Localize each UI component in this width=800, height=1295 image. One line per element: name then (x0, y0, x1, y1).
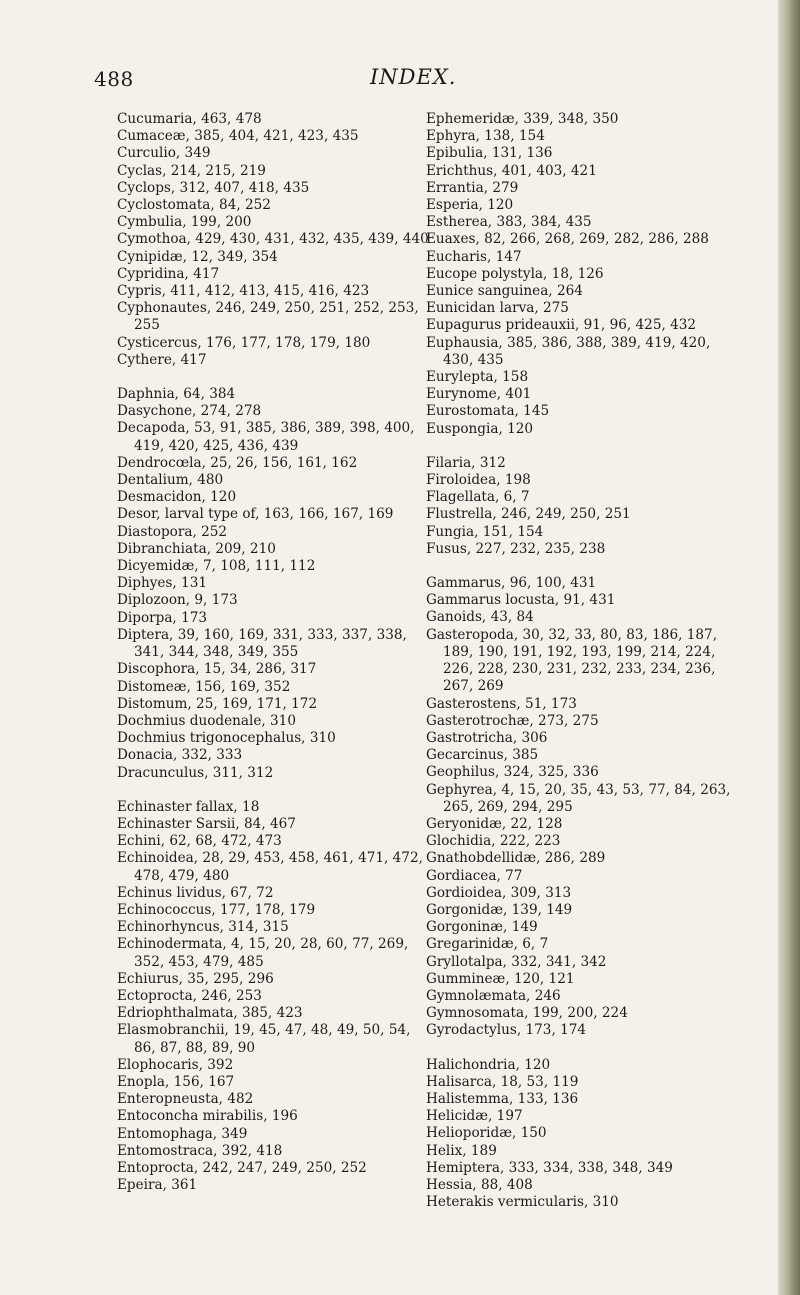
index-entry: Helicidæ, 197 (426, 1108, 523, 1125)
index-entry: Curculio, 349 (117, 145, 211, 162)
index-entry: Enteropneusta, 482 (117, 1091, 254, 1108)
index-entry: Gordiacea, 77 (426, 867, 523, 884)
index-entry: Cymothoa, 429, 430, 431, 432, 435, 439, 440 (117, 231, 429, 248)
index-entry: Dibranchiata, 209, 210 (117, 540, 276, 557)
index-entry: Gasterostens, 51, 173 (426, 695, 577, 712)
index-entry: Desmacidon, 120 (117, 489, 237, 506)
index-entry: Fungia, 151, 154 (426, 523, 544, 540)
index-entry: Flagellata, 6, 7 (426, 489, 530, 506)
index-column-left (117, 111, 432, 1194)
index-entry: Echiurus, 35, 295, 296 (117, 970, 274, 987)
index-entry: Hessia, 88, 408 (426, 1176, 533, 1193)
index-entry: Cynipidæ, 12, 349, 354 (117, 248, 278, 265)
index-entry: Gregarinidæ, 6, 7 (426, 936, 549, 953)
index-entry: Cypris, 411, 412, 413, 415, 416, 423 (117, 283, 370, 300)
index-entry: Cyphonautes, 246, 249, 250, 251, 252, 253, 255 (117, 300, 419, 334)
index-entry: Dochmius trigonocephalus, 310 (117, 730, 336, 747)
index-entry: Eurostomata, 145 (426, 403, 550, 420)
index-entry: Daphnia, 64, 384 (117, 386, 236, 403)
index-entry: Ephemeridæ, 339, 348, 350 (426, 111, 619, 127)
index-entry: Flustrella, 246, 249, 250, 251 (426, 506, 631, 523)
index-entry: Euaxes, 82, 266, 268, 269, 282, 286, 288 (426, 231, 709, 248)
index-entry: Heterakis vermicularis, 310 (426, 1194, 619, 1211)
index-entry: Gorgoninæ, 149 (426, 919, 538, 936)
index-entry: Gecarcinus, 385 (426, 747, 539, 764)
index-entry: Glochidia, 222, 223 (426, 833, 561, 850)
index-entry: Elophocaris, 392 (117, 1056, 234, 1073)
index-entry: Cucumaria, 463, 478 (117, 111, 262, 127)
index-entry: Entomostraca, 392, 418 (117, 1142, 283, 1159)
index-entry: Gryllotalpa, 332, 341, 342 (426, 953, 607, 970)
index-entry: Gephyrea, 4, 15, 20, 35, 43, 53, 77, 84, 263, 265, 269, 294, 295 (426, 781, 731, 815)
page-edge (778, 0, 800, 1295)
index-entry: Distomeæ, 156, 169, 352 (117, 678, 291, 695)
index-entry: Dicyemidæ, 7, 108, 111, 112 (117, 558, 316, 575)
index-entry: Diplozoon, 9, 173 (117, 592, 238, 609)
index-entry: Enopla, 156, 167 (117, 1073, 235, 1090)
index-entry: Gorgonidæ, 139, 149 (426, 901, 573, 918)
index-entry: Dasychone, 274, 278 (117, 403, 262, 420)
page-number: 488 (94, 67, 134, 91)
index-entry: Diastopora, 252 (117, 523, 228, 540)
index-entry: Diporpa, 173 (117, 609, 208, 626)
section-gap (426, 558, 741, 575)
index-entry: Halistemma, 133, 136 (426, 1090, 579, 1107)
index-entry: Desor, larval type of, 163, 166, 167, 169 (117, 506, 394, 523)
index-entry: Gummineæ, 120, 121 (426, 970, 575, 987)
index-entry: Dendrocœla, 25, 26, 156, 161, 162 (117, 454, 358, 471)
index-entry: Dochmius duodenale, 310 (117, 712, 296, 729)
index-entry: Elasmobranchii, 19, 45, 47, 48, 49, 50, 54, 86, 87, 88, 89, 90 (117, 1022, 411, 1056)
section-gap (117, 369, 432, 386)
index-entry: Epibulia, 131, 136 (426, 145, 553, 162)
index-entry: Ectoprocta, 246, 253 (117, 987, 262, 1004)
index-entry: Discophora, 15, 34, 286, 317 (117, 661, 317, 678)
index-entry: Ganoids, 43, 84 (426, 609, 534, 626)
index-entry: Eunice sanguinea, 264 (426, 283, 583, 300)
index-entry: Cyclostomata, 84, 252 (117, 197, 271, 214)
index-entry: Cythere, 417 (117, 351, 207, 368)
index-entry: Decapoda, 53, 91, 385, 386, 389, 398, 400, 419, 420, 425, 436, 439 (117, 420, 415, 454)
index-entry: Cyclops, 312, 407, 418, 435 (117, 179, 310, 196)
index-entry: Geryonidæ, 22, 128 (426, 815, 563, 832)
index-entry: Dracunculus, 311, 312 (117, 764, 274, 781)
index-entry: Echini, 62, 68, 472, 473 (117, 833, 282, 850)
section-gap (426, 1040, 741, 1057)
index-entry: Epeira, 361 (117, 1177, 198, 1194)
index-entry: Echinorhyncus, 314, 315 (117, 919, 289, 936)
index-entry: Gasteropoda, 30, 32, 33, 80, 83, 186, 187, 189, 190, 191, 192, 193, 199, 214, 224, 226, 228, 230, 231, 232, 233, 234, 236, 267, 269 (426, 626, 718, 695)
index-entry: Helioporidæ, 150 (426, 1125, 547, 1142)
index-entry: Echinodermata, 4, 15, 20, 28, 60, 77, 269, 352, 453, 479, 485 (117, 936, 409, 970)
index-entry: Cumaceæ, 385, 404, 421, 423, 435 (117, 128, 359, 145)
index-entry: Echinaster fallax, 18 (117, 798, 260, 815)
index-entry: Gammarus locusta, 91, 431 (426, 592, 616, 609)
index-entry: Diphyes, 131 (117, 575, 207, 592)
index-entry: Halichondria, 120 (426, 1056, 551, 1073)
index-entry: Cyclas, 214, 215, 219 (117, 162, 266, 179)
index-entry: Geophilus, 324, 325, 336 (426, 764, 599, 781)
index-entry: Gymnolæmata, 246 (426, 987, 561, 1004)
section-gap (117, 782, 432, 799)
index-entry: Firoloidea, 198 (426, 472, 531, 489)
index-entry: Edriophthalmata, 385, 423 (117, 1005, 303, 1022)
index-entry: Echinococcus, 177, 178, 179 (117, 901, 316, 918)
index-entry: Esperia, 120 (426, 197, 514, 214)
index-entry: Cymbulia, 199, 200 (117, 214, 252, 231)
index-entry: Entomophaga, 349 (117, 1125, 248, 1142)
index-entry: Gnathobdellidæ, 286, 289 (426, 850, 606, 867)
index-entry: Dentalium, 480 (117, 472, 224, 489)
index-entry: Halisarca, 18, 53, 119 (426, 1073, 579, 1090)
section-gap (426, 438, 741, 455)
index-entry: Eupagurus prideauxii, 91, 96, 425, 432 (426, 317, 697, 334)
index-entry: Filaria, 312 (426, 454, 506, 471)
index-entry: Gasterotrochæ, 273, 275 (426, 712, 599, 729)
index-entry: Ephyra, 138, 154 (426, 128, 545, 145)
index-entry: Erichthus, 401, 403, 421 (426, 162, 597, 179)
index-entry: Gammarus, 96, 100, 431 (426, 575, 597, 592)
index-entry: Diptera, 39, 160, 169, 331, 333, 337, 338, 341, 344, 348, 349, 355 (117, 626, 407, 661)
index-entry: Echinoidea, 28, 29, 453, 458, 461, 471, 472, 478, 479, 480 (117, 850, 423, 884)
index-entry: Euspongia, 120 (426, 420, 534, 437)
index-entry: Eunicidan larva, 275 (426, 300, 569, 317)
index-entry: Eucharis, 147 (426, 248, 522, 265)
index-entry: Entoprocta, 242, 247, 249, 250, 252 (117, 1159, 367, 1176)
index-entry: Distomum, 25, 169, 171, 172 (117, 695, 318, 712)
index-entry: Echinaster Sarsii, 84, 467 (117, 815, 296, 832)
index-entry: Euphausia, 385, 386, 388, 389, 419, 420, 430, 435 (426, 334, 711, 368)
index-entry: Eurynome, 401 (426, 386, 532, 403)
index-entry: Cysticercus, 176, 177, 178, 179, 180 (117, 334, 371, 351)
index-entry: Cypridina, 417 (117, 265, 220, 282)
index-entry: Helix, 189 (426, 1142, 497, 1159)
index-entry: Estherea, 383, 384, 435 (426, 214, 592, 231)
index-entry: Gyrodactylus, 173, 174 (426, 1022, 587, 1039)
index-entry: Gymnosomata, 199, 200, 224 (426, 1005, 628, 1022)
index-entry: Gastrotricha, 306 (426, 729, 548, 746)
index-entry: Eucope polystyla, 18, 126 (426, 265, 604, 282)
index-entry: Fusus, 227, 232, 235, 238 (426, 540, 606, 557)
index-entry: Hemiptera, 333, 334, 338, 348, 349 (426, 1159, 673, 1176)
index-entry: Eurylepta, 158 (426, 369, 529, 386)
running-head: INDEX. (370, 65, 457, 89)
index-entry: Errantia, 279 (426, 179, 519, 196)
index-entry: Gordioidea, 309, 313 (426, 884, 572, 901)
index-entry: Entoconcha mirabilis, 196 (117, 1108, 298, 1125)
index-entry: Echinus lividus, 67, 72 (117, 884, 274, 901)
index-entry: Donacia, 332, 333 (117, 747, 243, 764)
index-column-right (426, 111, 741, 1211)
